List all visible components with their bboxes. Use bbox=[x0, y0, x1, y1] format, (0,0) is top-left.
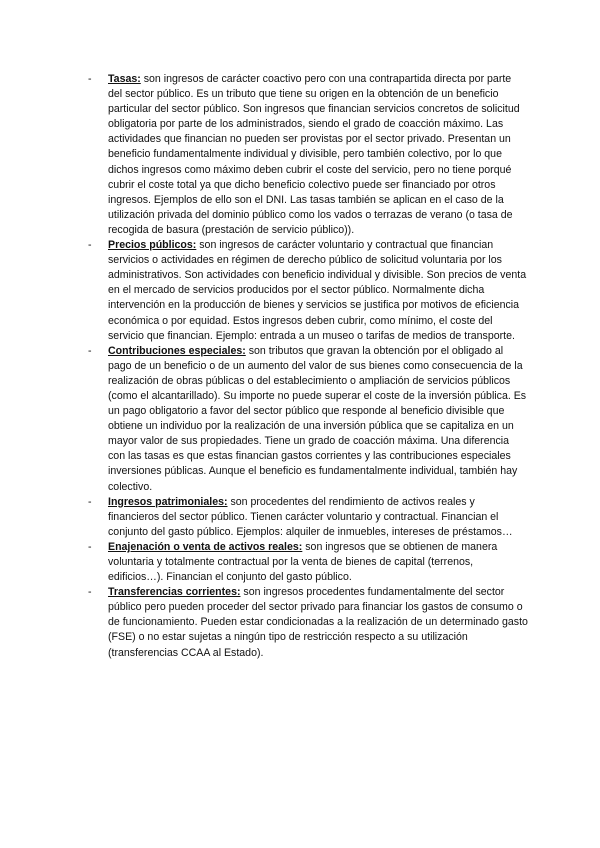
list-bullet: - bbox=[88, 73, 92, 85]
list-bullet: - bbox=[88, 540, 92, 553]
list-bullet: - bbox=[88, 239, 92, 252]
term-heading: Contribuciones especiales: bbox=[108, 344, 246, 357]
term-description: son ingresos de carácter coactivo pero con una contrapartida directa por parte del sector público. Es un tributo que tiene su origen en la obtención de un beneficio particular del sector público. Son ingresos que financian servicios concretos de solicitud obligatoria por parte de los administrados, siendo el grado de coacción máximo. Las actividades que financian no pueden ser provistas por el sector privado. Presentan un beneficio fundamentalmente individual y divisible, pero también colectivo, por lo que dichos ingresos como máximo deben cubrir el coste del servicio, pero no tiene porqué cubrir el coste total ya que dicho beneficio colectivo puede ser financiado por otros ingresos. Ejemplos de ello son el DNI. Las tasas también se aplican en el caso de la utilización privada del dominio público como los vados o terrazas de verano (o tasa de recogida de basura (prestación de servicio público)). bbox=[108, 73, 520, 236]
term-heading: Enajenación o venta de activos reales: bbox=[108, 540, 303, 553]
list-item-enajenacion-activos bbox=[88, 540, 528, 585]
term-heading: Ingresos patrimoniales: bbox=[108, 495, 228, 508]
list-item-contribuciones-especiales bbox=[88, 344, 528, 495]
term-description: son ingresos de carácter voluntario y contractual que financian servicios o actividades en régimen de derecho público de solicitud voluntaria por los administrativos. Son actividades con beneficio individual y divisible. Son precios de venta en el mercado de servicios producidos por el sector público. Normalmente dicha intervención en la producción de bienes y servicios se justifica por motivos de eficiencia económica o por equidad. Estos ingresos deben cubrir, como mínimo, el coste del servicio que financian. Ejemplo: entrada a un museo o tarifas de medios de transporte. bbox=[108, 239, 527, 342]
list-bullet: - bbox=[88, 586, 92, 599]
term-description: son ingresos que se obtienen de manera voluntaria y totalmente contractual por la venta de bienes de capital (terrenos, edificios…). Financian el conjunto del gasto público. bbox=[108, 540, 498, 584]
revenue-types-list bbox=[88, 72, 528, 661]
term-heading: Precios públicos: bbox=[108, 239, 197, 252]
list-bullet: - bbox=[88, 495, 92, 508]
list-bullet: - bbox=[88, 344, 92, 357]
list-item-transferencias-corrientes bbox=[88, 585, 528, 660]
term-description: son procedentes del rendimiento de activos reales y financieros del sector público. Tienen carácter voluntario y contractual. Financian el conjunto del gasto público. Ejemplos: alquiler de inmuebles, intereses de préstamos… bbox=[108, 495, 513, 538]
list-item-tasas bbox=[88, 72, 528, 238]
term-description: son ingresos procedentes fundamentalmente del sector público pero pueden proceder del sector privado para financiar los gastos de consumo o de funcionamiento. Pueden estar condicionadas a la realización de un determinado gasto (FSE) o no estar sujetas a ningún tipo de restricción respecto a su utilización (transferencias CCAA al Estado). bbox=[108, 586, 528, 659]
list-item-ingresos-patrimoniales bbox=[88, 495, 528, 540]
term-heading: Transferencias corrientes: bbox=[108, 586, 241, 599]
list-item-precios-publicos bbox=[88, 238, 528, 344]
term-description: son tributos que gravan la obtención por el obligado al pago de un beneficio o de un aumento del valor de sus bienes como consecuencia de la realización de obras públicas o del establecimiento o ampliación de servicios públicos (como el alcantarillado). Su importe no puede superar el coste de la inversión pública. Es un pago obligatorio a favor del sector público que responde al beneficio divisible que obtiene un individuo por la realización de una inversión pública que se capitaliza en un mayor valor de sus propiedades. Tiene un grado de coacción máxima. Una diferencia con las tasas es que estas financian gastos corrientes y las contribuciones especiales inversiones públicas. Aunque el beneficio es fundamentalmente individual, también hay colectivo. bbox=[108, 344, 527, 493]
term-heading: Tasas: bbox=[108, 73, 141, 85]
